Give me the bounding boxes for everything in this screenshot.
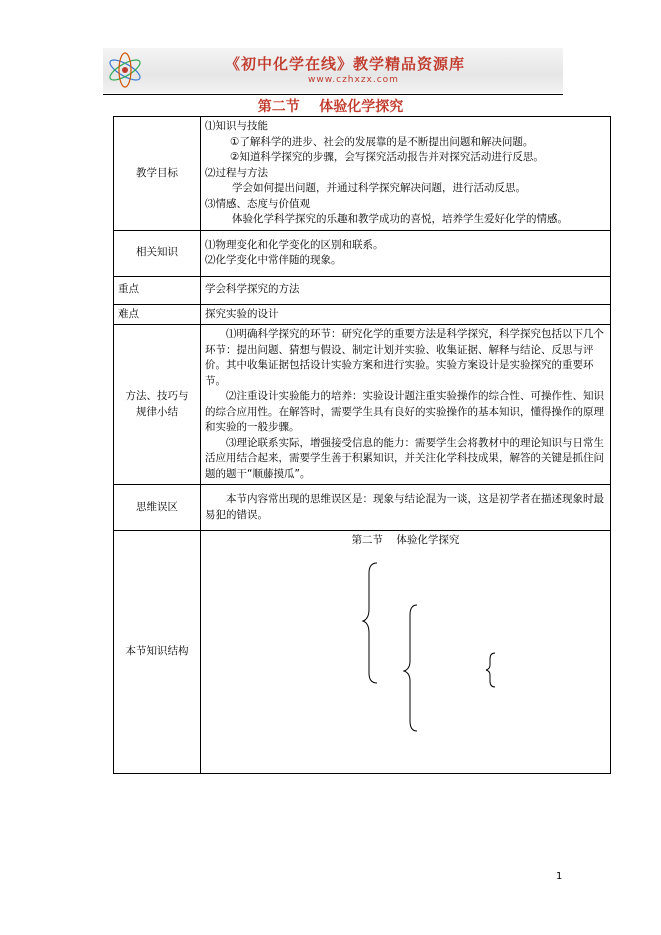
row-label-related: 相关知识 — [114, 230, 201, 276]
row-label-goals: 教学目标 — [114, 117, 201, 231]
related-line: ⑴物理变化和化学变化的区别和联系。 — [205, 238, 384, 251]
structure-content — [201, 531, 611, 774]
related-content — [201, 230, 611, 276]
structure-braces — [205, 549, 605, 771]
row-label-difficulty: 难点 — [114, 304, 201, 325]
methods-paragraph: ⑵注重设计实验能力的培养：实验设计题注重实验操作的综合性、可操作性、知识的综合应用性。在解答时，需要学生具有良好的实验操作的基本知识，懂得操作的原理和实验的一般步骤。 — [205, 390, 604, 433]
lesson-plan-table — [113, 116, 611, 774]
methods-label-line: 方法、技巧与 — [125, 390, 189, 402]
methods-label-line: 规律小结 — [136, 405, 178, 418]
row-label-focus: 重点 — [114, 276, 201, 304]
table-row-misconception — [114, 485, 611, 531]
related-line: ⑵化学变化中常伴随的现象。 — [205, 254, 342, 266]
goals-content — [201, 117, 611, 231]
misconception-text: 本节内容常出现的思维误区是：现象与结论混为一谈，这是初学者在描述现象时最易犯的错误。 — [205, 493, 604, 521]
misconception-content — [201, 485, 611, 531]
structure-title: 第二节 体验化学探究 — [351, 534, 460, 546]
page-number: 1 — [556, 871, 563, 882]
table-row-goals — [114, 117, 611, 231]
table-row-related — [114, 230, 611, 276]
brace-medium — [404, 605, 417, 731]
header-banner — [103, 48, 563, 93]
focus-content: 学会科学探究的方法 — [201, 276, 611, 304]
row-label-misconception: 思维误区 — [114, 485, 201, 531]
structure-diagram — [205, 549, 606, 771]
goals-line: ⑶情感、态度与价值观 — [205, 197, 310, 210]
brace-large — [363, 563, 377, 683]
banner-url: www.czhxzx.com — [308, 75, 399, 85]
methods-paragraph: ⑶理论联系实际，增强接受信息的能力：需要学生会将教材中的理论知识与日常生活应用结合起来，需要学生善于积累知识，并关注化学科技成果，解答的关键是抓住问题的题干“顺藤摸瓜”。 — [205, 436, 604, 480]
goals-line: ②知道科学探究的步骤，会写探究活动报告并对探究活动进行反思。 — [230, 151, 544, 163]
goals-line: ⑵过程与方法 — [205, 166, 268, 179]
header-rule — [103, 94, 563, 95]
methods-content — [201, 325, 611, 485]
page-title: 第二节 体验化学探究 — [257, 99, 404, 115]
banner-title: 《初中化学在线》教学精品资源库 — [225, 55, 466, 73]
table-row-difficulty — [114, 304, 611, 325]
goals-line: 体验化学科学探究的乐趣和教学成功的喜悦，培养学生爱好化学的情感。 — [232, 213, 568, 225]
goals-line: 学会如何提出问题，并通过科学探究解决问题，进行活动反思。 — [232, 182, 526, 194]
table-row-structure — [114, 531, 611, 774]
row-label-methods — [114, 325, 201, 485]
row-label-structure: 本节知识结构 — [114, 531, 201, 774]
goals-line: ①了解科学的进步、社会的发展靠的是不断提出问题和解决问题。 — [230, 135, 534, 148]
table-row-methods — [114, 325, 611, 485]
atom-logo-icon — [105, 50, 145, 90]
methods-paragraph: ⑴明确科学探究的环节：研究化学的重要方法是科学探究，科学探究包括以下几个环节：提出问题、猜想与假设、制定计划并实验、收集证据、解释与结论、反思与评价。其中收集证据包括设计实验方案和进行实验。实验方案设计是实验探究的重要环节。 — [205, 328, 604, 387]
difficulty-content: 探究实验的设计 — [201, 304, 611, 325]
goals-line: ⑴知识与技能 — [205, 120, 268, 132]
brace-small — [486, 653, 495, 687]
table-row-focus — [114, 276, 611, 304]
